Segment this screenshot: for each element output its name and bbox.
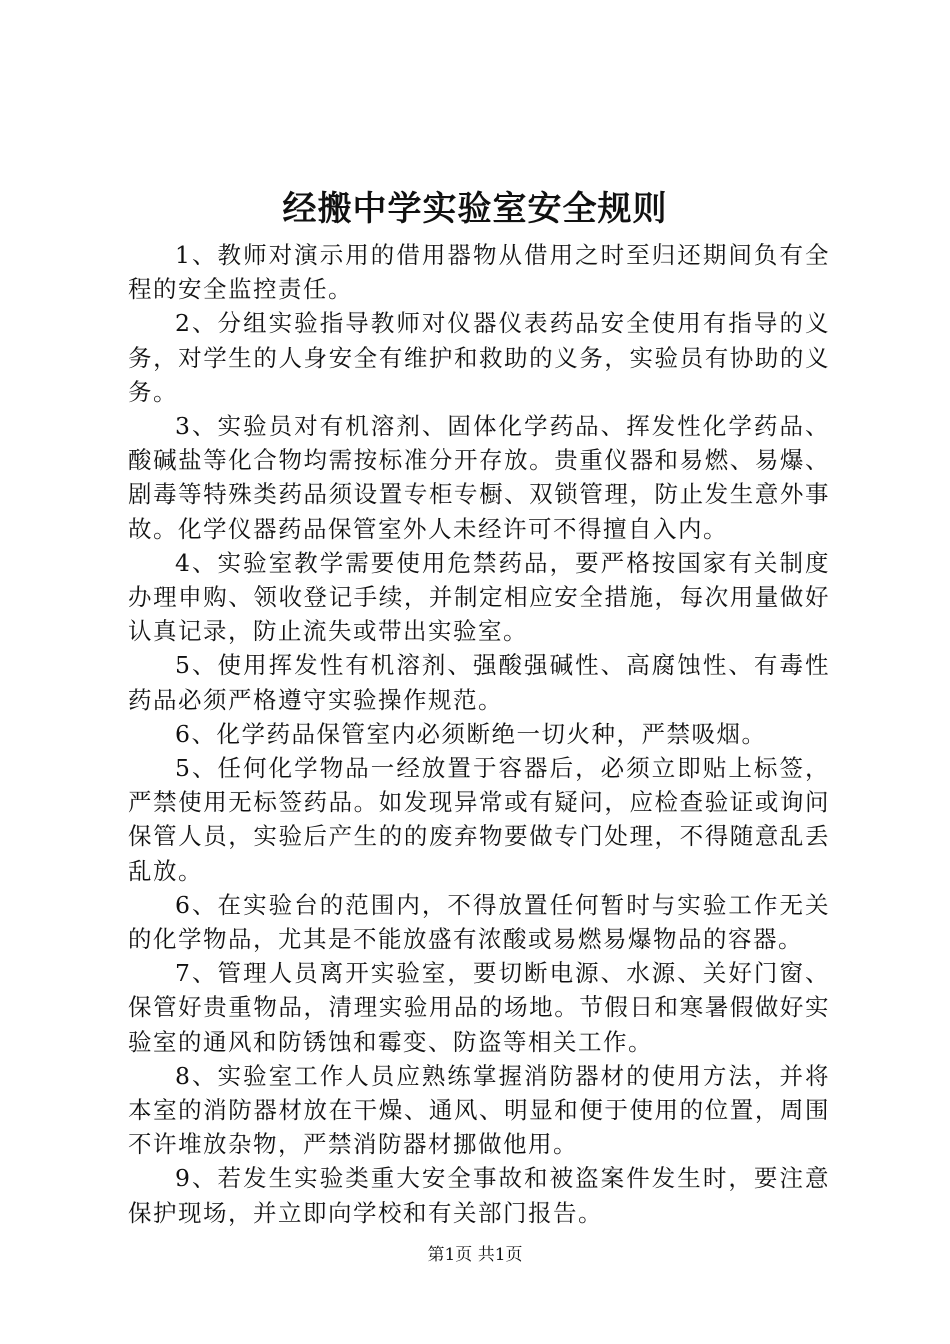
paragraph-5: 5、使用挥发性有机溶剂、强酸强碱性、高腐蚀性、有毒性药品必须严格遵守实验操作规范。 [128,651,830,714]
document-title: 经搬中学实验室安全规则 [282,189,668,229]
paragraph-10: 8、实验室工作人员应熟练掌握消防器材的使用方法，并将本室的消防器材放在干燥、通风、明显和便于使用的位置，周围不许堆放杂物，严禁消防器材挪做他用。 [128,1061,830,1159]
document-body [128,238,830,1230]
paragraph-9: 7、管理人员离开实验室，要切断电源、水源、关好门窗、保管好贵重物品，清理实验用品的场地。节假日和寒暑假做好实验室的通风和防锈蚀和霉变、防盗等相关工作。 [128,959,830,1056]
paragraph-6: 6、化学药品保管室内必须断绝一切火种，严禁吸烟。 [175,719,767,748]
paragraph-4: 4、实验室教学需要使用危禁药品，要严格按国家有关制度办理申购、领收登记手续，并制定相应安全措施，每次用量做好认真记录，防止流失或带出实验室。 [128,548,830,646]
paragraph-8: 6、在实验台的范围内，不得放置任何暂时与实验工作无关的化学物品，尤其是不能放盛有浓酸或易燃易爆物品的容器。 [128,890,830,954]
paragraph-1: 1、教师对演示用的借用器物从借用之时至归还期间负有全程的安全监控责任。 [128,241,830,304]
paragraph-3: 3、实验员对有机溶剂、固体化学药品、挥发性化学药品、酸碱盐等化合物均需按标准分开存放。贵重仪器和易燃、易爆、剧毒等特殊类药品须设置专柜专橱、双锁管理，防止发生意外事故。化学仪器药品保管室外人未经许可不得擅自入内。 [128,412,830,543]
paragraph-11: 9、若发生实验类重大安全事故和被盗案件发生时，要注意保护现场，并立即向学校和有关部门报告。 [128,1164,830,1227]
paragraph-2: 2、分组实验指导教师对仪器仪表药品安全使用有指导的义务，对学生的人身安全有维护和救助的义务，实验员有协助的义务。 [128,309,830,406]
page-footer: 第1页 共1页 [427,1245,523,1265]
paragraph-7: 5、任何化学物品一经放置于容器后，必须立即贴上标签，严禁使用无标签药品。如发现异常或有疑问，应检查验证或询问保管人员，实验后产生的的废弃物要做专门处理，不得随意乱丢乱放。 [128,754,830,885]
